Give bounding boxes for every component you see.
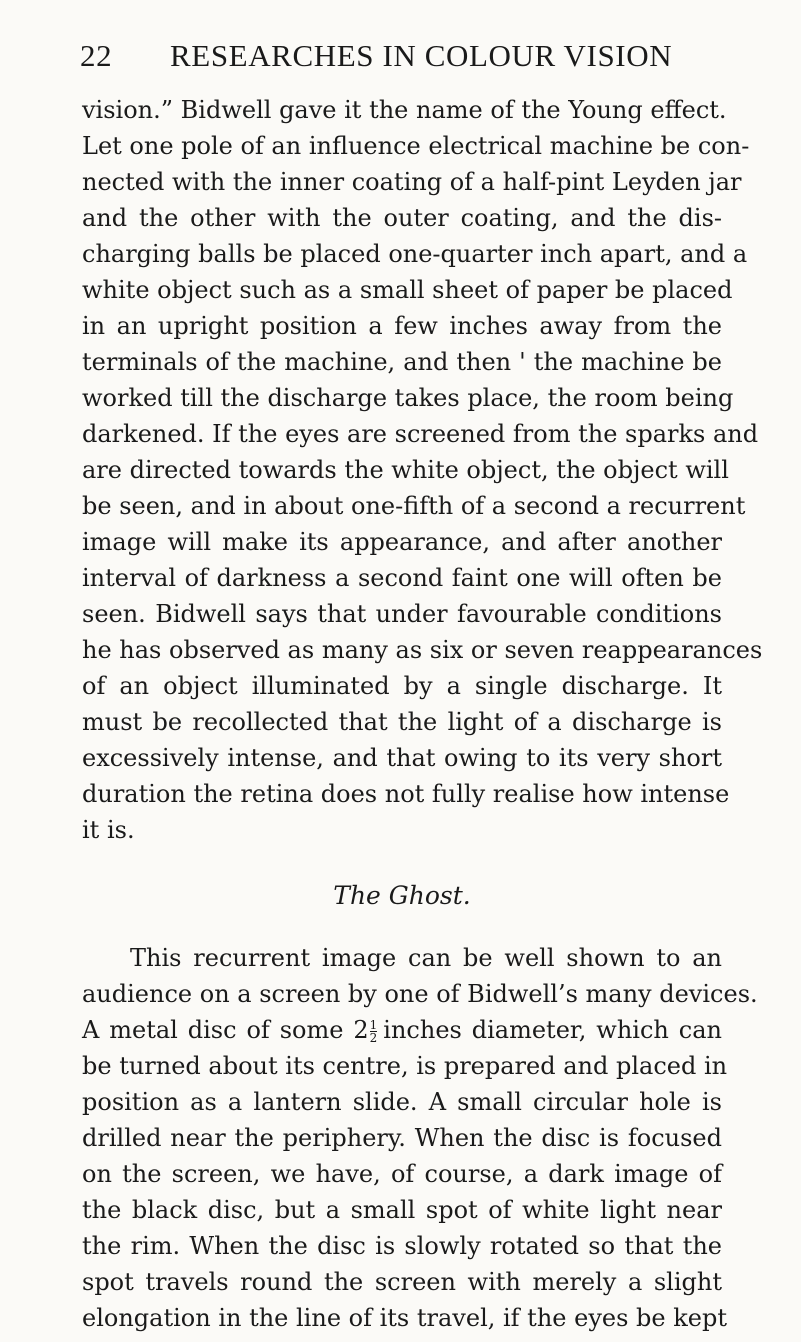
text-line: drilled near the periphery. When the disc is focused xyxy=(82,1124,722,1152)
text-line: elongation in the line of its travel, if the eyes be kept xyxy=(82,1304,727,1332)
text-fragment: inches diameter, which can xyxy=(383,1016,722,1044)
text-line: audience on a screen by one of Bidwell’s many devices. xyxy=(82,980,758,1008)
running-title: RESEARCHES IN COLOUR VISION xyxy=(170,38,673,73)
page-header xyxy=(80,38,720,78)
section-heading: The Ghost. xyxy=(333,881,471,910)
text-line: worked till the discharge takes place, the room being xyxy=(82,384,734,412)
text-fragment: A metal disc of some 2 xyxy=(82,1016,369,1044)
fraction xyxy=(370,1019,378,1044)
text-line-with-fraction xyxy=(82,1012,722,1048)
text-line: position as a lantern slide. A small circular hole is xyxy=(82,1088,722,1116)
text-line: of an object illuminated by a single discharge. It xyxy=(82,672,722,700)
text-line: spot travels round the screen with merely a slight xyxy=(82,1268,722,1296)
text-line: image will make its appearance, and after another xyxy=(82,528,722,556)
text-line: darkened. If the eyes are screened from the sparks and xyxy=(82,420,759,448)
text-line: terminals of the machine, and then ' the machine be xyxy=(82,348,722,376)
fraction-denominator: 2 xyxy=(369,1031,378,1046)
text-line: duration the retina does not fully realise how intense xyxy=(82,780,730,808)
text-line: must be recollected that the light of a discharge is xyxy=(82,708,722,736)
text-line: in an upright position a few inches away from the xyxy=(82,312,722,340)
text-line: be turned about its centre, is prepared and placed in xyxy=(82,1052,728,1080)
text-line: Let one pole of an influence electrical machine be con- xyxy=(82,132,750,160)
text-line: charging balls be placed one-quarter inch apart, and a xyxy=(82,240,748,268)
text-line: This recurrent image can be well shown to an xyxy=(130,944,722,972)
text-line: seen. Bidwell says that under favourable conditions xyxy=(82,600,722,628)
page-number: 22 xyxy=(80,38,113,73)
text-line: be seen, and in about one-fifth of a second a recurrent xyxy=(82,492,746,520)
text-line: vision.” Bidwell gave it the name of the Young effect. xyxy=(82,96,727,124)
text-line: the black disc, but a small spot of white light near xyxy=(82,1196,722,1224)
text-line: are directed towards the white object, the object will xyxy=(82,456,729,484)
text-line: the rim. When the disc is slowly rotated so that the xyxy=(82,1232,722,1260)
text-line: excessively intense, and that owing to its very short xyxy=(82,744,722,772)
text-line: on the screen, we have, of course, a dark image of xyxy=(82,1160,722,1188)
text-line: interval of darkness a second faint one will often be xyxy=(82,564,722,592)
text-line: nected with the inner coating of a half-pint Leyden jar xyxy=(82,168,742,196)
text-line: it is. xyxy=(82,816,135,844)
text-line: and the other with the outer coating, and the dis- xyxy=(82,204,722,232)
text-line: he has observed as many as six or seven reappearances xyxy=(82,636,763,664)
text-line: white object such as a small sheet of paper be placed xyxy=(82,276,733,304)
fraction-numerator: 1 xyxy=(369,1018,378,1033)
